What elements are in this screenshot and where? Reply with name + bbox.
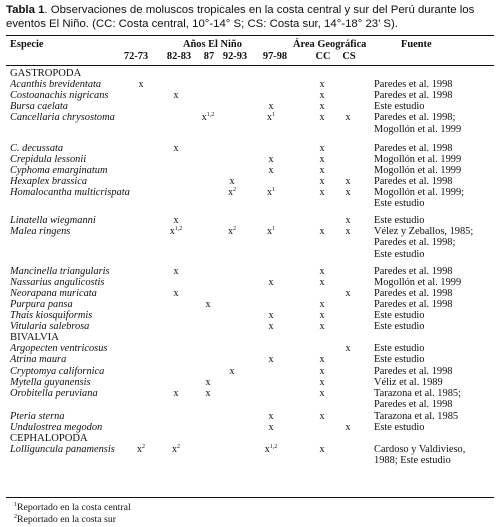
occurrence-mark: x (319, 164, 325, 176)
species-name: Cancellaria chrysostoma (10, 112, 115, 124)
source-text: Este estudio (374, 248, 425, 260)
source-text: Mogollón et al. 1999 (374, 276, 462, 288)
column-header-4: 97-98 (262, 51, 288, 62)
source-text: Paredes et al. 1998 (374, 298, 453, 310)
species-name: C. decussata (10, 142, 64, 154)
column-header-6: CS (342, 51, 356, 62)
occurrence-mark: $x^1$ (267, 187, 275, 198)
occurrence-mark: x (345, 422, 351, 433)
occurrence-mark: x (319, 153, 325, 165)
caption-label: Tabla 1 (6, 4, 45, 16)
occurrence-mark: $x^1$ (267, 112, 275, 124)
occurrence-mark: x (268, 310, 274, 321)
source-text: Paredes et al. 1998; (374, 237, 456, 249)
species-name: Pteria sterna (10, 410, 65, 422)
header-rule (6, 65, 494, 66)
occurrence-mark: x (319, 101, 325, 113)
occurrence-mark: x (268, 101, 274, 113)
occurrence-mark: x (319, 187, 325, 198)
occurrence-mark: x (319, 265, 325, 277)
footnote: $^2$Reportado en la costa sur (14, 514, 117, 525)
occurrence-mark: x (345, 215, 351, 227)
occurrence-mark: x (268, 276, 274, 288)
group-header: CEPHALOPODA (10, 433, 88, 445)
species-name: Purpura pansa (10, 298, 73, 310)
species-name: Mytella guyanensis (10, 376, 91, 388)
header-anos-el-nino: Años El Niño (183, 39, 242, 50)
occurrence-mark: x (319, 276, 325, 288)
column-header-2: 87 (203, 51, 215, 62)
occurrence-mark: x (319, 354, 325, 366)
source-text: Paredes et al. 1998 (374, 79, 453, 91)
species-name: Acanthis brevidentata (10, 79, 102, 91)
bottom-rule (6, 497, 494, 498)
occurrence-mark: x (345, 175, 351, 187)
source-text: Paredes et al. 1998 (374, 90, 453, 102)
species-name: Undulostrea megodon (10, 422, 103, 433)
occurrence-mark: $x^2$ (228, 226, 236, 238)
species-name: Thais kiosquiformis (10, 310, 93, 321)
group-header: GASTROPODA (10, 68, 82, 79)
occurrence-mark: x (345, 112, 351, 124)
species-name: Homalocantha multicrispata (10, 187, 130, 198)
occurrence-mark: x (319, 410, 325, 422)
header-fuente: Fuente (401, 39, 432, 50)
occurrence-mark: x (268, 153, 274, 165)
column-header-5: CC (315, 51, 331, 62)
source-text: Paredes et al. 1998 (374, 142, 453, 154)
species-name: Mancinella triangularis (10, 265, 110, 277)
column-header-3: 92-93 (222, 51, 248, 62)
occurrence-mark: x (205, 298, 211, 310)
source-text: Este estudio (374, 101, 425, 113)
source-text: Tarazona et al. 1985 (374, 410, 459, 422)
species-name: Orobitella peruviana (10, 387, 98, 399)
species-name: Costoanachis nigricans (10, 90, 109, 102)
occurrence-mark: $x^{1,2}$ (169, 226, 183, 238)
occurrence-mark: x (173, 287, 179, 299)
species-name: Bursa caelata (10, 101, 69, 113)
occurrence-mark: x (345, 343, 351, 355)
footnote: $^1$Reportado en la costa central (14, 502, 131, 513)
source-text: 1988; Este estudio (374, 455, 451, 467)
source-text: Cardoso y Valdivieso, (374, 444, 466, 456)
source-text: Este estudio (374, 422, 425, 433)
occurrence-mark: x (319, 112, 325, 124)
caption-text: . Observaciones de moluscos tropicales en la costa central y sur del Perú durante los eventos El Niño. (CC: Costa central, 10°-14° S; CS: Costa sur, 14°-18° 23’ S). (6, 4, 475, 30)
table-caption (6, 3, 496, 31)
occurrence-mark: x (173, 90, 179, 102)
occurrence-mark: x (345, 187, 351, 198)
source-text: Este estudio (374, 198, 425, 210)
column-header-1: 82-83 (166, 51, 192, 62)
occurrence-mark: x (319, 79, 325, 91)
occurrence-mark: x (319, 444, 325, 456)
source-text: Este estudio (374, 354, 425, 366)
occurrence-mark: x (173, 387, 179, 399)
species-name: Nassarius angulicostis (10, 276, 105, 288)
occurrence-mark: x (229, 365, 235, 377)
header-area-geografica: Área Geográfica (293, 39, 367, 50)
occurrence-mark: x (319, 321, 325, 333)
occurrence-mark: x (268, 354, 274, 366)
occurrence-mark: x (319, 376, 325, 388)
column-header-0: 72-73 (123, 51, 149, 62)
source-text: Mogollón et al. 1999; (374, 187, 465, 198)
source-text: Mogollón et al. 1999 (374, 164, 462, 176)
occurrence-mark: x (173, 215, 179, 227)
occurrence-mark: x (319, 90, 325, 102)
occurrence-mark: $x^{1,2}$ (201, 112, 215, 124)
source-text: Paredes et al. 1998 (374, 287, 453, 299)
occurrence-mark: x (319, 298, 325, 310)
occurrence-mark: x (319, 226, 325, 238)
source-text: Este estudio (374, 310, 425, 321)
species-name: Vitularia salebrosa (10, 321, 90, 333)
source-text: Este estudio (374, 215, 425, 227)
source-text: Vélez y Zeballos, 1985; (374, 226, 474, 238)
species-name: Argopecten ventricosus (10, 343, 108, 355)
occurrence-mark: $x^2$ (228, 187, 236, 198)
occurrence-mark: x (345, 287, 351, 299)
species-name: Lolliguncula panamensis (10, 444, 115, 456)
occurrence-mark: x (319, 310, 325, 321)
source-text: Mogollón et al. 1999 (374, 123, 462, 135)
occurrence-mark: $x^1$ (267, 226, 275, 238)
source-text: Paredes et al. 1998 (374, 398, 453, 410)
source-text: Véliz et al. 1989 (374, 376, 443, 388)
occurrence-mark: x (229, 175, 235, 187)
occurrence-mark: x (268, 422, 274, 433)
occurrence-mark: x (319, 142, 325, 154)
occurrence-mark: $x^2$ (137, 444, 145, 456)
occurrence-mark: x (319, 365, 325, 377)
source-text: Mogollón et al. 1999 (374, 153, 462, 165)
occurrence-mark: x (345, 226, 351, 238)
occurrence-mark: x (205, 387, 211, 399)
source-text: Paredes et al. 1998 (374, 265, 453, 277)
occurrence-mark: x (138, 79, 144, 91)
top-rule (6, 35, 494, 36)
occurrence-mark: $x^2$ (172, 444, 180, 456)
occurrence-mark: x (319, 387, 325, 399)
occurrence-mark: x (268, 321, 274, 333)
occurrence-mark: x (173, 265, 179, 277)
occurrence-mark: x (268, 164, 274, 176)
species-name: Cyphoma emarginatum (10, 164, 108, 176)
species-name: Linatella wiegmanni (10, 215, 96, 227)
group-header: BIVALVIA (10, 332, 59, 344)
occurrence-mark: x (205, 376, 211, 388)
source-text: Paredes et al. 1998 (374, 365, 453, 377)
source-text: Paredes et al. 1998 (374, 175, 453, 187)
occurrence-mark: x (173, 142, 179, 154)
source-text: Este estudio (374, 343, 425, 355)
source-text: Este estudio (374, 321, 425, 333)
source-text: Tarazona et al. 1985; (374, 387, 461, 399)
species-name: Hexaplex brassica (10, 175, 88, 187)
species-name: Atrina maura (10, 354, 67, 366)
species-name: Cryptomya californica (10, 365, 105, 377)
occurrence-mark: $x^{1,2}$ (264, 444, 278, 456)
source-text: Paredes et al. 1998; (374, 112, 456, 124)
occurrence-mark: x (319, 175, 325, 187)
header-especie: Especie (10, 39, 44, 50)
species-name: Neorapana muricata (10, 287, 97, 299)
occurrence-mark: x (268, 410, 274, 422)
species-name: Malea ringens (10, 226, 71, 238)
species-name: Crepidula lessonii (10, 153, 87, 165)
